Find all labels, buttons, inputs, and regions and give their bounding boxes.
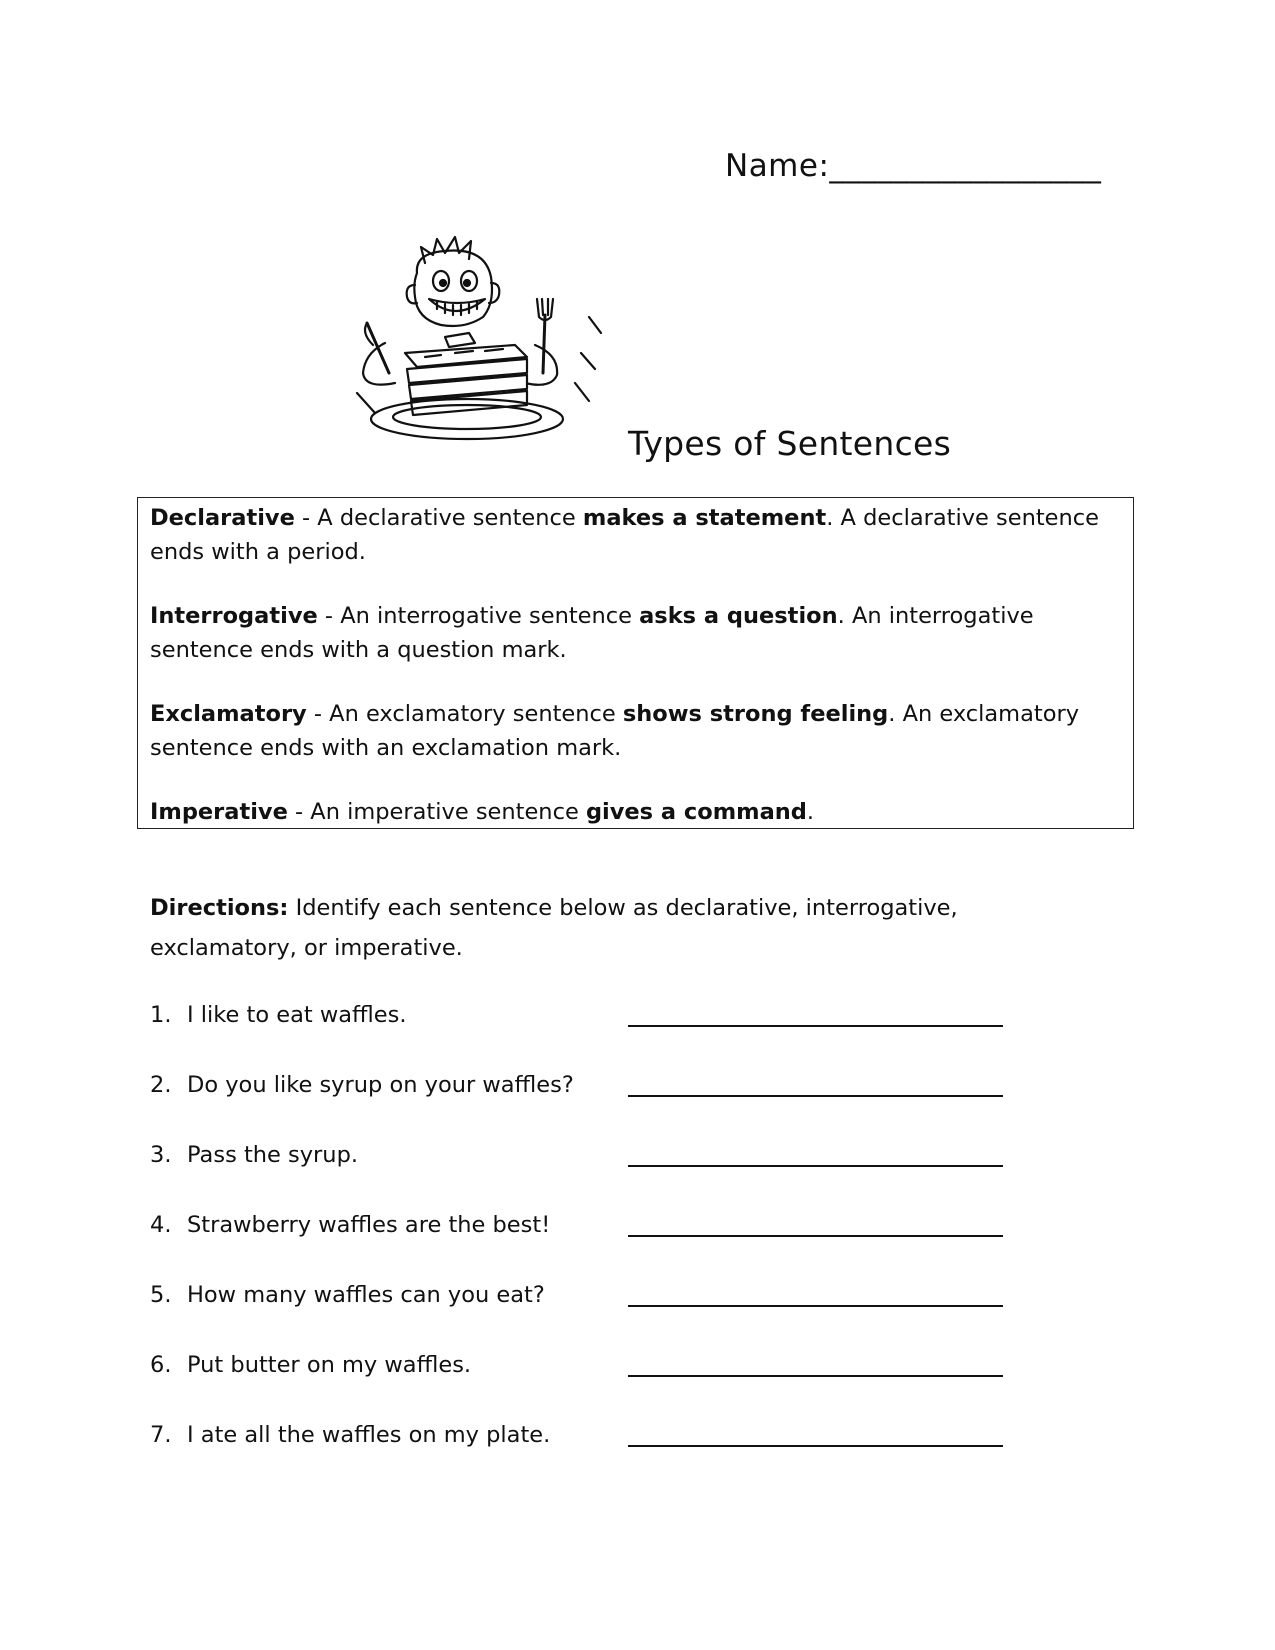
definitions-box (137, 497, 1134, 829)
question-text: Put butter on my waffles. (187, 1352, 472, 1378)
answer-blank[interactable] (628, 1445, 1003, 1447)
question-number: 3. (150, 1142, 172, 1168)
answer-blank[interactable] (628, 1165, 1003, 1167)
question-text: Pass the syrup. (187, 1142, 359, 1168)
definition-declarative: Declarative - A declarative sentence makes a statement. A declarative sentence ends with a period. (150, 505, 1100, 565)
question-3 (150, 1132, 1070, 1178)
question-1 (150, 992, 1070, 1038)
question-2 (150, 1062, 1070, 1108)
question-text: I ate all the waffles on my plate. (187, 1422, 551, 1448)
question-number: 2. (150, 1072, 172, 1098)
question-list (150, 992, 1070, 1482)
answer-blank[interactable] (628, 1025, 1003, 1027)
question-5 (150, 1272, 1070, 1318)
question-7 (150, 1412, 1070, 1458)
boy-eating-waffles-illustration (345, 233, 620, 448)
directions-label: Directions: (150, 895, 289, 921)
question-4 (150, 1202, 1070, 1248)
question-number: 4. (150, 1212, 172, 1238)
definition-imperative: Imperative - An imperative sentence gives a command. (150, 799, 815, 825)
question-number: 5. (150, 1282, 172, 1308)
question-text: I like to eat waffles. (187, 1002, 407, 1028)
question-text: How many waffles can you eat? (187, 1282, 545, 1308)
question-text: Do you like syrup on your waffles? (187, 1072, 574, 1098)
answer-blank[interactable] (628, 1375, 1003, 1377)
directions (150, 888, 1030, 968)
definition-interrogative: Interrogative - An interrogative sentence asks a question. An interrogative sentence ends with a question mark. (150, 603, 1034, 663)
directions-text: Identify each sentence below as declarative, interrogative, exclamatory, or imperative. (150, 895, 958, 961)
question-number: 7. (150, 1422, 172, 1448)
definition-exclamatory: Exclamatory - An exclamatory sentence shows strong feeling. An exclamatory sentence ends with an exclamation mark. (150, 701, 1080, 761)
question-text: Strawberry waffles are the best! (187, 1212, 551, 1238)
answer-blank[interactable] (628, 1095, 1003, 1097)
question-number: 6. (150, 1352, 172, 1378)
question-6 (150, 1342, 1070, 1388)
answer-blank[interactable] (628, 1235, 1003, 1237)
name-field[interactable]: Name:_________________ (725, 148, 1102, 184)
answer-blank[interactable] (628, 1305, 1003, 1307)
question-number: 1. (150, 1002, 172, 1028)
worksheet-title: Types of Sentences (628, 424, 952, 463)
